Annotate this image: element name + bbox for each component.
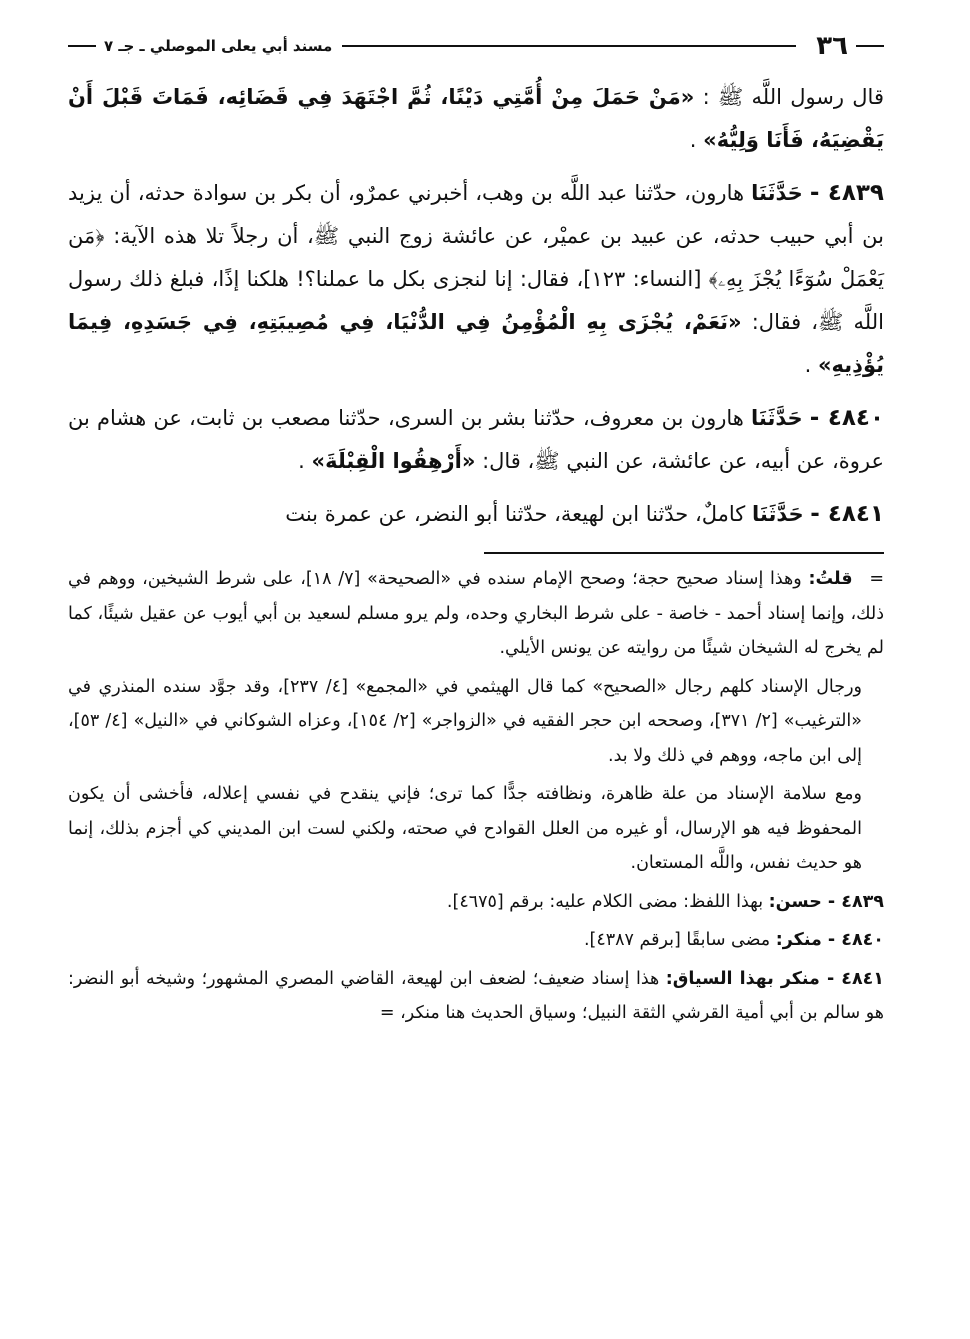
end-mark: . — [689, 128, 697, 152]
haddathana: حَدَّثَنَا — [751, 181, 803, 205]
haddathana: حَدَّثَنَا — [751, 406, 803, 430]
page-header — [68, 28, 884, 64]
footnote-text: هذا إسناد ضعيف؛ لضعف ابن لهيعة، القاضي المصري المشهور؛ وشيخه أبو النضر: هو سالم بن أبي أمية القرشي الثقة النبيل؛ وسياق الحديث هنا منكر، — [68, 968, 884, 1023]
page-number: ٣٦ — [816, 31, 848, 61]
haddathana: حَدَّثَنَا — [751, 502, 804, 526]
footnote-lead: قلتُ: — [808, 569, 853, 589]
running-title: مسند أبي يعلى الموصلي ـ جـ ٧ — [104, 37, 333, 55]
footnote-4840 — [68, 923, 884, 958]
footnote-text: مضى سابقًا [برقم ٤٣٨٧]. — [583, 930, 771, 950]
book-page — [68, 28, 884, 1319]
isnad-text: هارون بن معروف، حدّثنا بشر بن السرى، حدّثنا مصعب بن ثابت، عن هشام بن عروة، عن أبيه، عن عائشة، عن النبي ﷺ، قال: — [68, 406, 884, 473]
isnad-text: كاملٌ، حدّثنا ابن لهيعة، حدّثنا أبو النضر، عن عمرة بنت — [285, 502, 746, 526]
continuation-mark: = — [379, 1003, 395, 1023]
footnote-4839 — [68, 885, 884, 920]
hadith-number: ٤٨٤٠ - — [809, 405, 884, 431]
footnote-lead: ٤٨٤١ - منكر بهذا السياق: — [665, 968, 884, 989]
hadith-number: ٤٨٤١ - — [810, 501, 884, 527]
hadith-matn: «مَنْ حَمَلَ مِنْ أُمَّتِي دَيْنًا، ثُمَّ اجْتَهَدَ فِي قَضَائِه، فَمَاتَ قَبْلَ أَنْ يَقْضِيَهُ، فَأَنَا وَلِيُّهُ» — [68, 85, 884, 152]
end-mark: . — [298, 449, 305, 473]
footnote-text: ورجال الإسناد كلهم رجال «الصحيح» كما قال الهيثمي في «المجمع» [٤/ ٢٣٧]، وقد جوَّد سنده المنذري في «الترغيب» [٢/ ٣٧١]، وصححه ابن حجر الفقيه في «الزواجر» [٢/ ١٥٤]، وعزاه الشوكاني في «النيل» [٤/ ٥٣]، إلى ابن ماجه، ووهم في ذلك ولا بد. — [68, 676, 862, 766]
hadith-4841 — [68, 493, 884, 536]
end-mark: . — [804, 353, 812, 377]
header-dash — [68, 45, 96, 47]
continuation-mark: = — [869, 569, 884, 589]
footnote-separator — [484, 552, 884, 554]
main-text — [68, 76, 884, 536]
isnad-text: هارون، حدّثنا عبد اللَّه بن وهب، أخبرني عمرٌو، أن بكر بن سوادة حدثه، أن يزيد بن أبي حبيب حدثه، عن عبيد بن عميْر، عن عائشة زوج النبي ﷺ، أن رجلاً تلا هذه الآية: ﴿مَن يَعْمَلْ سُوٓءًا يُجْزَ بِهِۦ﴾ [النساء: ١٢٣]، فقال: إنا لنجزى بكل ما عملنا؟! هلكنا إذًا، فبلغ ذلك رسول اللَّه ﷺ، فقال: — [68, 181, 884, 334]
intro-text: قال رسول اللَّه ﷺ : — [702, 85, 884, 109]
footnote-text: بهذا اللفظ: مضى الكلام عليه: برقم [٤٦٧٥]. — [446, 891, 764, 912]
hadith-4840 — [68, 397, 884, 483]
footnote-lead: ٤٨٤٠ - منكر: — [775, 930, 884, 950]
footnotes — [68, 562, 884, 1031]
footnote-lead: ٤٨٣٩ - حسن: — [768, 891, 884, 912]
footnote-paragraph — [68, 670, 884, 774]
paragraph-continuation — [68, 76, 884, 162]
footnote-text: وهذا إسناد صحيح حجة؛ وصحح الإمام سنده في «الصحيحة» [٧/ ١٨]، على شرط الشيخين، ووهم في ذلك، وإنما إسناد أحمد - خاصة - على شرط البخاري وحده، ولم يرو مسلم لسعيد بن أبي أيوب عن عقيل شيئًا، كما لم يخرج له الشيخان شيئًا من روايته عن يونس الأيلي. — [68, 569, 884, 658]
footnote-text: ومع سلامة الإسناد من علة ظاهرة، ونظافته جدًّا كما ترى؛ فإني ينقدح في نفسي إعلاله، فأخشى أن يكون المحفوظ فيه هو الإرسال، أو غيره من العلل القوادح في صحته، ولكني لست ابن المديني كي أجزم بذلك، إنما هو حديث نفس، واللَّه المستعان. — [68, 784, 862, 873]
header-dash — [856, 45, 884, 47]
header-rule — [342, 45, 796, 47]
hadith-number: ٤٨٣٩ - — [809, 180, 884, 206]
hadith-matn: «نَعَمْ، يُجْزَى بِهِ الْمُؤْمِنُ فِي الدُّنْيَا، فِي مُصِيبَتِهِ، فِي جَسَدِهِ، فِيمَا يُؤْذِيهِ» — [68, 310, 884, 377]
footnote-continuation — [68, 562, 884, 666]
footnote-paragraph — [68, 777, 884, 881]
footnote-4841 — [68, 962, 884, 1031]
hadith-matn: «أَرْهِقُوا الْقِبْلَةَ» — [311, 449, 476, 473]
hadith-4839 — [68, 172, 884, 387]
